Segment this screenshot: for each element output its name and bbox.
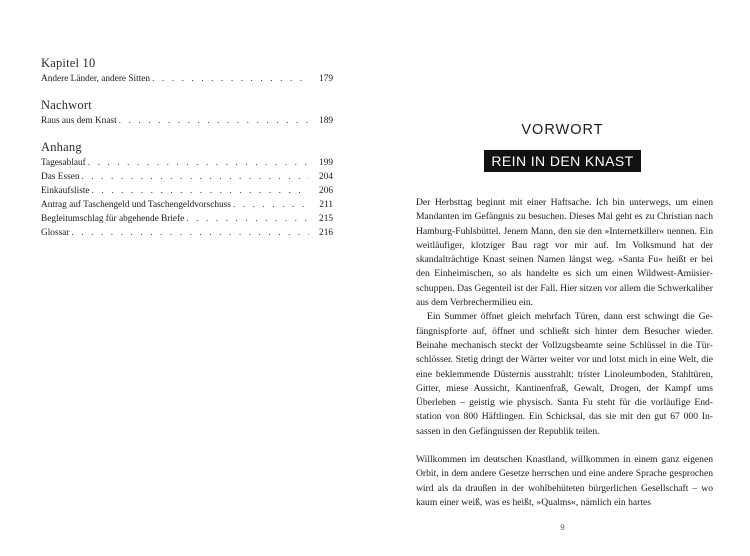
chapter-kicker: VORWORT (521, 122, 604, 138)
toc-section-nachwort (41, 98, 333, 128)
table-of-contents (41, 56, 333, 252)
toc-leader-dots (152, 72, 309, 86)
toc-entry-page: 206 (319, 186, 333, 196)
toc-section-kapitel-10 (41, 56, 333, 86)
toc-leader-dots (92, 184, 309, 198)
body-text (416, 196, 713, 510)
toc-heading: Anhang (41, 140, 82, 154)
toc-entry[interactable] (41, 170, 333, 184)
toc-entry[interactable] (41, 156, 333, 170)
chapter-title-banner (375, 150, 750, 172)
toc-entry[interactable] (41, 114, 333, 128)
toc-entry-page: 215 (319, 214, 333, 224)
toc-heading: Nachwort (41, 98, 92, 112)
toc-entry-label: Einkaufsliste (41, 186, 90, 196)
toc-entry-label: Begleitumschlag für abgehende Briefe (41, 214, 185, 224)
toc-entry-label: Glossar (41, 228, 70, 238)
toc-leader-dots (88, 156, 309, 170)
toc-entry-page: 189 (319, 116, 333, 126)
toc-entry[interactable] (41, 198, 333, 212)
toc-entry-label: Raus aus dem Knast (41, 116, 117, 126)
toc-entry[interactable] (41, 184, 333, 198)
page-number: 9 (560, 522, 565, 532)
toc-leader-dots (81, 170, 309, 184)
toc-entry-page: 179 (319, 74, 333, 84)
toc-leader-dots (186, 212, 309, 226)
paragraph: Willkommen im deutschen Knastland, willkommen in einem ganz eigenen Orbit, in dem andere Gesetze herrschen und eine andere Sprache gesprochen wird als da draußen in der wohlbehüteten bürgerlichen Gesellschaft – wo kaum einer weiß, was es heißt, »Qualms«, nämlich ein hartes (416, 454, 713, 508)
toc-entry[interactable] (41, 212, 333, 226)
toc-section-anhang (41, 140, 333, 240)
toc-heading: Kapitel 10 (41, 56, 96, 70)
toc-entry-label: Antrag auf Taschengeld und Taschengeldvorschuss (41, 200, 231, 210)
toc-entry-page: 199 (319, 158, 333, 168)
toc-entry[interactable] (41, 226, 333, 240)
toc-entry-label: Andere Länder, andere Sitten (41, 74, 151, 84)
toc-leader-dots (71, 226, 309, 240)
chapter-title: REIN IN DEN KNAST (484, 150, 640, 172)
toc-leader-dots (233, 198, 309, 212)
toc-entry[interactable] (41, 72, 333, 86)
toc-entry-page: 204 (319, 172, 333, 182)
paragraph: Der Herbsttag beginnt mit einer Haftsache. Ich bin unterwegs, um einen Mandanten im Gefängnis zu besuchen. Dieses Mal geht es zu Christian nach Hamburg-Fuhlsbüttel. Jenem Mann, den sie den »Internetkiller« nennen. Ein weitläufiger, klotziger Bau ragt vor mir auf. Im Volksmund hat der skandalträchtige Knast seinen Namen längst weg. »Santa Fu« heißt er bei den Einheimischen, so als handelte es sich um einen Wildwest-Amüsierschuppen. Das Gegenteil ist der Fall. Hier sitzen vor allem die Schwerkaliber aus dem Verbrechermilieu ein. (416, 197, 713, 309)
paragraph: Ein Summer öffnet gleich mehrfach Türen, dann erst schwingt die Gefängnispforte auf, öffnet und schließt sich hinter dem Besucher wieder. Beinahe mechanisch steckt der Vollzugsbeamte seine Schlüssel in die Türschlösser. Stetig dringt der Wärter weiter vor und lotst mich in eine Welt, die eine beklemmende Düsternis ausstrahlt: trister Linoleumboden, Stahltüren, Gitter, miese Aussicht, Kantinenfraß, Gewalt, Drogen, der Kampf ums Überleben – geistig wie physisch. Santa Fu steht für die vorläufige Endstation von 800 Häftlingen. Ein Schicksal, das sie mit den gut 67 000 Insassen in den Gefängnissen der Republik teilen. (416, 311, 713, 437)
toc-leader-dots (119, 114, 309, 128)
toc-entry-label: Tagesablauf (41, 158, 86, 168)
toc-entry-label: Das Essen (41, 172, 80, 182)
toc-entry-page: 216 (319, 228, 333, 238)
toc-entry-page: 211 (319, 200, 333, 210)
right-page (375, 0, 750, 556)
